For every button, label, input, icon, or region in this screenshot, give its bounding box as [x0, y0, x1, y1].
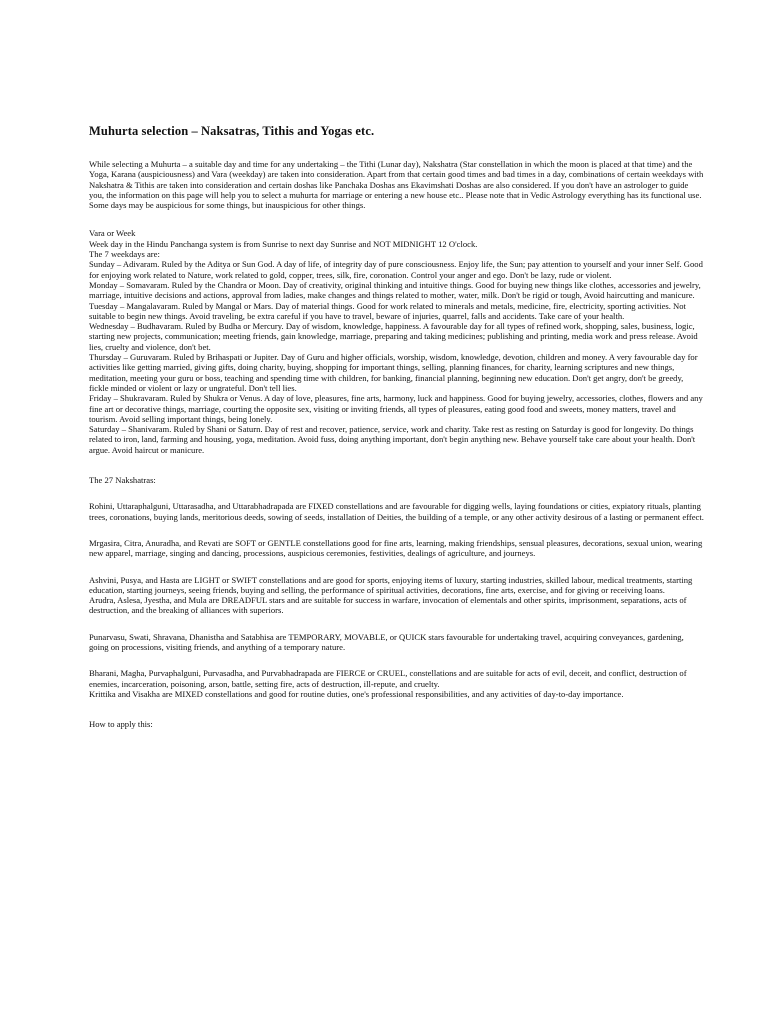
nakshatra-group-fierce-mixed	[89, 668, 705, 699]
weekday-friday: Friday – Shukravaram. Ruled by Shukra or Venus. A day of love, pleasures, fine arts, harmony, luck and happiness. Good for buying jewelry, accessories, clothes, flowers and any fine art or decorative things, marriage, courting the opposite sex, visiting or inviting friends, all types of pleasures, eating good food and sweets, money matters, travel and tourism. Avoid selling important things, being lonely.	[89, 393, 703, 424]
vara-section	[89, 228, 705, 455]
weekday-thursday: Thursday – Guruvaram. Ruled by Brihaspati or Jupiter. Day of Guru and higher officials, worship, wisdom, knowledge, devotion, children and money. A very favourable day for activities like getting married, giving gifts, doing charity, buying, shopping for important things, selling, planning finances, for charity, learning scriptures and new things, meditation, meeting your guru or boss, teaching and spending time with children, for banking, financial planning, beginning new education. Don't get angry, don't be greedy, fickle minded or violent or lazy or ungrateful. Don't tell lies.	[89, 352, 698, 393]
nakshatra-group-temporary	[89, 632, 705, 653]
how-to-apply-heading: How to apply this:	[89, 719, 153, 730]
weekday-wednesday: Wednesday – Budhavaram. Ruled by Budha or Mercury. Day of wisdom, knowledge, happiness. A favourable day for all types of refined work, shopping, sales, business, logic, starting new projects, communication; meeting friends, gain knowledge, marriage, preparing and taking medicines; publishing and printing, media work and press release. Avoid lies, cruelty and violence, don't bet.	[89, 321, 698, 352]
document-page	[89, 124, 705, 729]
nakshatra-paragraph: Krittika and Visakha are MIXED constellations and good for routine duties, one's professional responsibilities, and any activities of day-to-day importance.	[89, 688, 624, 699]
nakshatra-paragraph: Rohini, Uttaraphalguni, Uttarasadha, and Uttarabhadrapada are FIXED constellations and are favourable for digging wells, laying foundations or cities, expiatory rituals, planting trees, coronations, buying lands, meritorious deeds, sowing of seeds, installation of Deities, the building of a temple, or any other activity desirous of a lasting or permanent effect.	[89, 501, 704, 522]
nakshatra-paragraph: Punarvasu, Swati, Shravana, Dhanistha and Satabhisa are TEMPORARY, MOVABLE, or QUICK stars favourable for undertaking travel, acquiring conveyances, gardening, going on processions, visiting friends, and anything of a temporary nature.	[89, 631, 684, 652]
weekday-sunday: Sunday – Adivaram. Ruled by the Aditya or Sun God. A day of life, of integrity day of pure consciousness. Enjoy life, the Sun; pay attention to yourself and your inner Self. Good for enjoying work related to Nature, work related to gold, copper, trees, silk, fire, coronation. Control your anger and ego. Don't be lazy, rude or violent.	[89, 259, 703, 280]
nakshatra-paragraph: Ashvini, Pusya, and Hasta are LIGHT or SWIFT constellations and are good for sports, enjoying items of luxury, starting industries, skilled labour, medical treatments, starting education, starting journeys, seeing friends, buying and selling, the performance of spiritual activities, decorations, fine arts, exercise, and for giving or receiving loans.	[89, 574, 693, 595]
nakshatras-heading: The 27 Nakshatras:	[89, 475, 156, 486]
nakshatra-paragraph: Arudra, Aslesa, Jyestha, and Mula are DREADFUL stars and are suitable for success in warfare, invocation of elementals and other spirits, imprisonment, separations, acts of destruction, and the breaking of alliances with superiors.	[89, 595, 687, 616]
vara-heading: Vara or Week	[89, 228, 136, 239]
nakshatra-paragraph: Bharani, Magha, Purvaphalguni, Purvasadha, and Purvabhadrapada are FIERCE or CRUEL, constellations and are suitable for acts of evil, deceit, and conflict, destruction of enemies, incarceration, poisoning, arson, battle, setting fire, acts of destruction, ill-repute, and cruelty.	[89, 668, 687, 689]
intro-paragraph: While selecting a Muhurta – a suitable day and time for any undertaking – the Tithi (Lunar day), Nakshatra (Star constellation in which the moon is placed at that time) and the Yoga, Karana (auspiciousness) and Vara (weekday) are taken into consideration. Apart from that certain good times and bad times in a day, combinations of certain weekdays with Nakshatra & Tithis are taken into consideration and certain doshas like Panchaka Doshas ans Ekavimshati Doshas are also considered. If you don't have an astrologer to guide you, the information on this page will help you to select a muhurta for marriage or entering a new house etc.. Please note that in Vedic Astrology everything has its functional use. Some days may be auspicious for some things, but inauspicious for other things.	[89, 159, 704, 211]
nakshatra-paragraph: Mrgasira, Citra, Anuradha, and Revati are SOFT or GENTLE constellations good for fine arts, learning, making friendships, sensual pleasures, decorations, sexual union, wearing new apparel, marriage, singing and dancing, processions, auspicious ceremonies, festivities, dealings of agriculture, and journeys.	[89, 537, 703, 559]
nakshatra-group-light-dreadful	[89, 575, 705, 616]
weekday-monday: Monday – Somavaram. Ruled by the Chandra or Moon. Day of creativity, original thinking and intuitive things. Good for buying new things like clothes, accessories and jewelry, marriage, intuitive decisions and actions, approval from ladies, make changes and things related to mother, water, milk. Don't be rigid or tough, Avoid haircutting and manicure.	[89, 279, 701, 301]
weekday-saturday: Saturday – Shanivaram. Ruled by Shani or Saturn. Day of rest and recover, patience, service, work and charity. Take rest as resting on Saturday is good for longevity. Do things related to iron, land, farming and housing, yoga, meditation. Avoid fuss, doing anything important, don't begin anything new. Behave yourself take care about your health. Don't argue. Avoid haircut or manicure.	[89, 424, 696, 455]
nakshatra-group-soft	[89, 538, 705, 559]
weekday-tuesday: Tuesday – Mangalavaram. Ruled by Mangal or Mars. Day of material things. Good for work related to minerals and metals, medicine, fire, electricity, sporting activities. Not suitable to begin new things. Avoid traveling, be extra careful if you have to travel, beware of injuries, quarrel, falls and accidents. Take care of your health.	[89, 300, 686, 321]
vara-definition: Week day in the Hindu Panchanga system is from Sunrise to next day Sunrise and NOT MIDNIGHT 12 O'clock.	[89, 238, 478, 249]
nakshatra-group-fixed	[89, 501, 705, 522]
weekdays-subheading: The 7 weekdays are:	[89, 249, 160, 260]
page-title: Muhurta selection – Naksatras, Tithis and Yogas etc.	[89, 124, 375, 138]
